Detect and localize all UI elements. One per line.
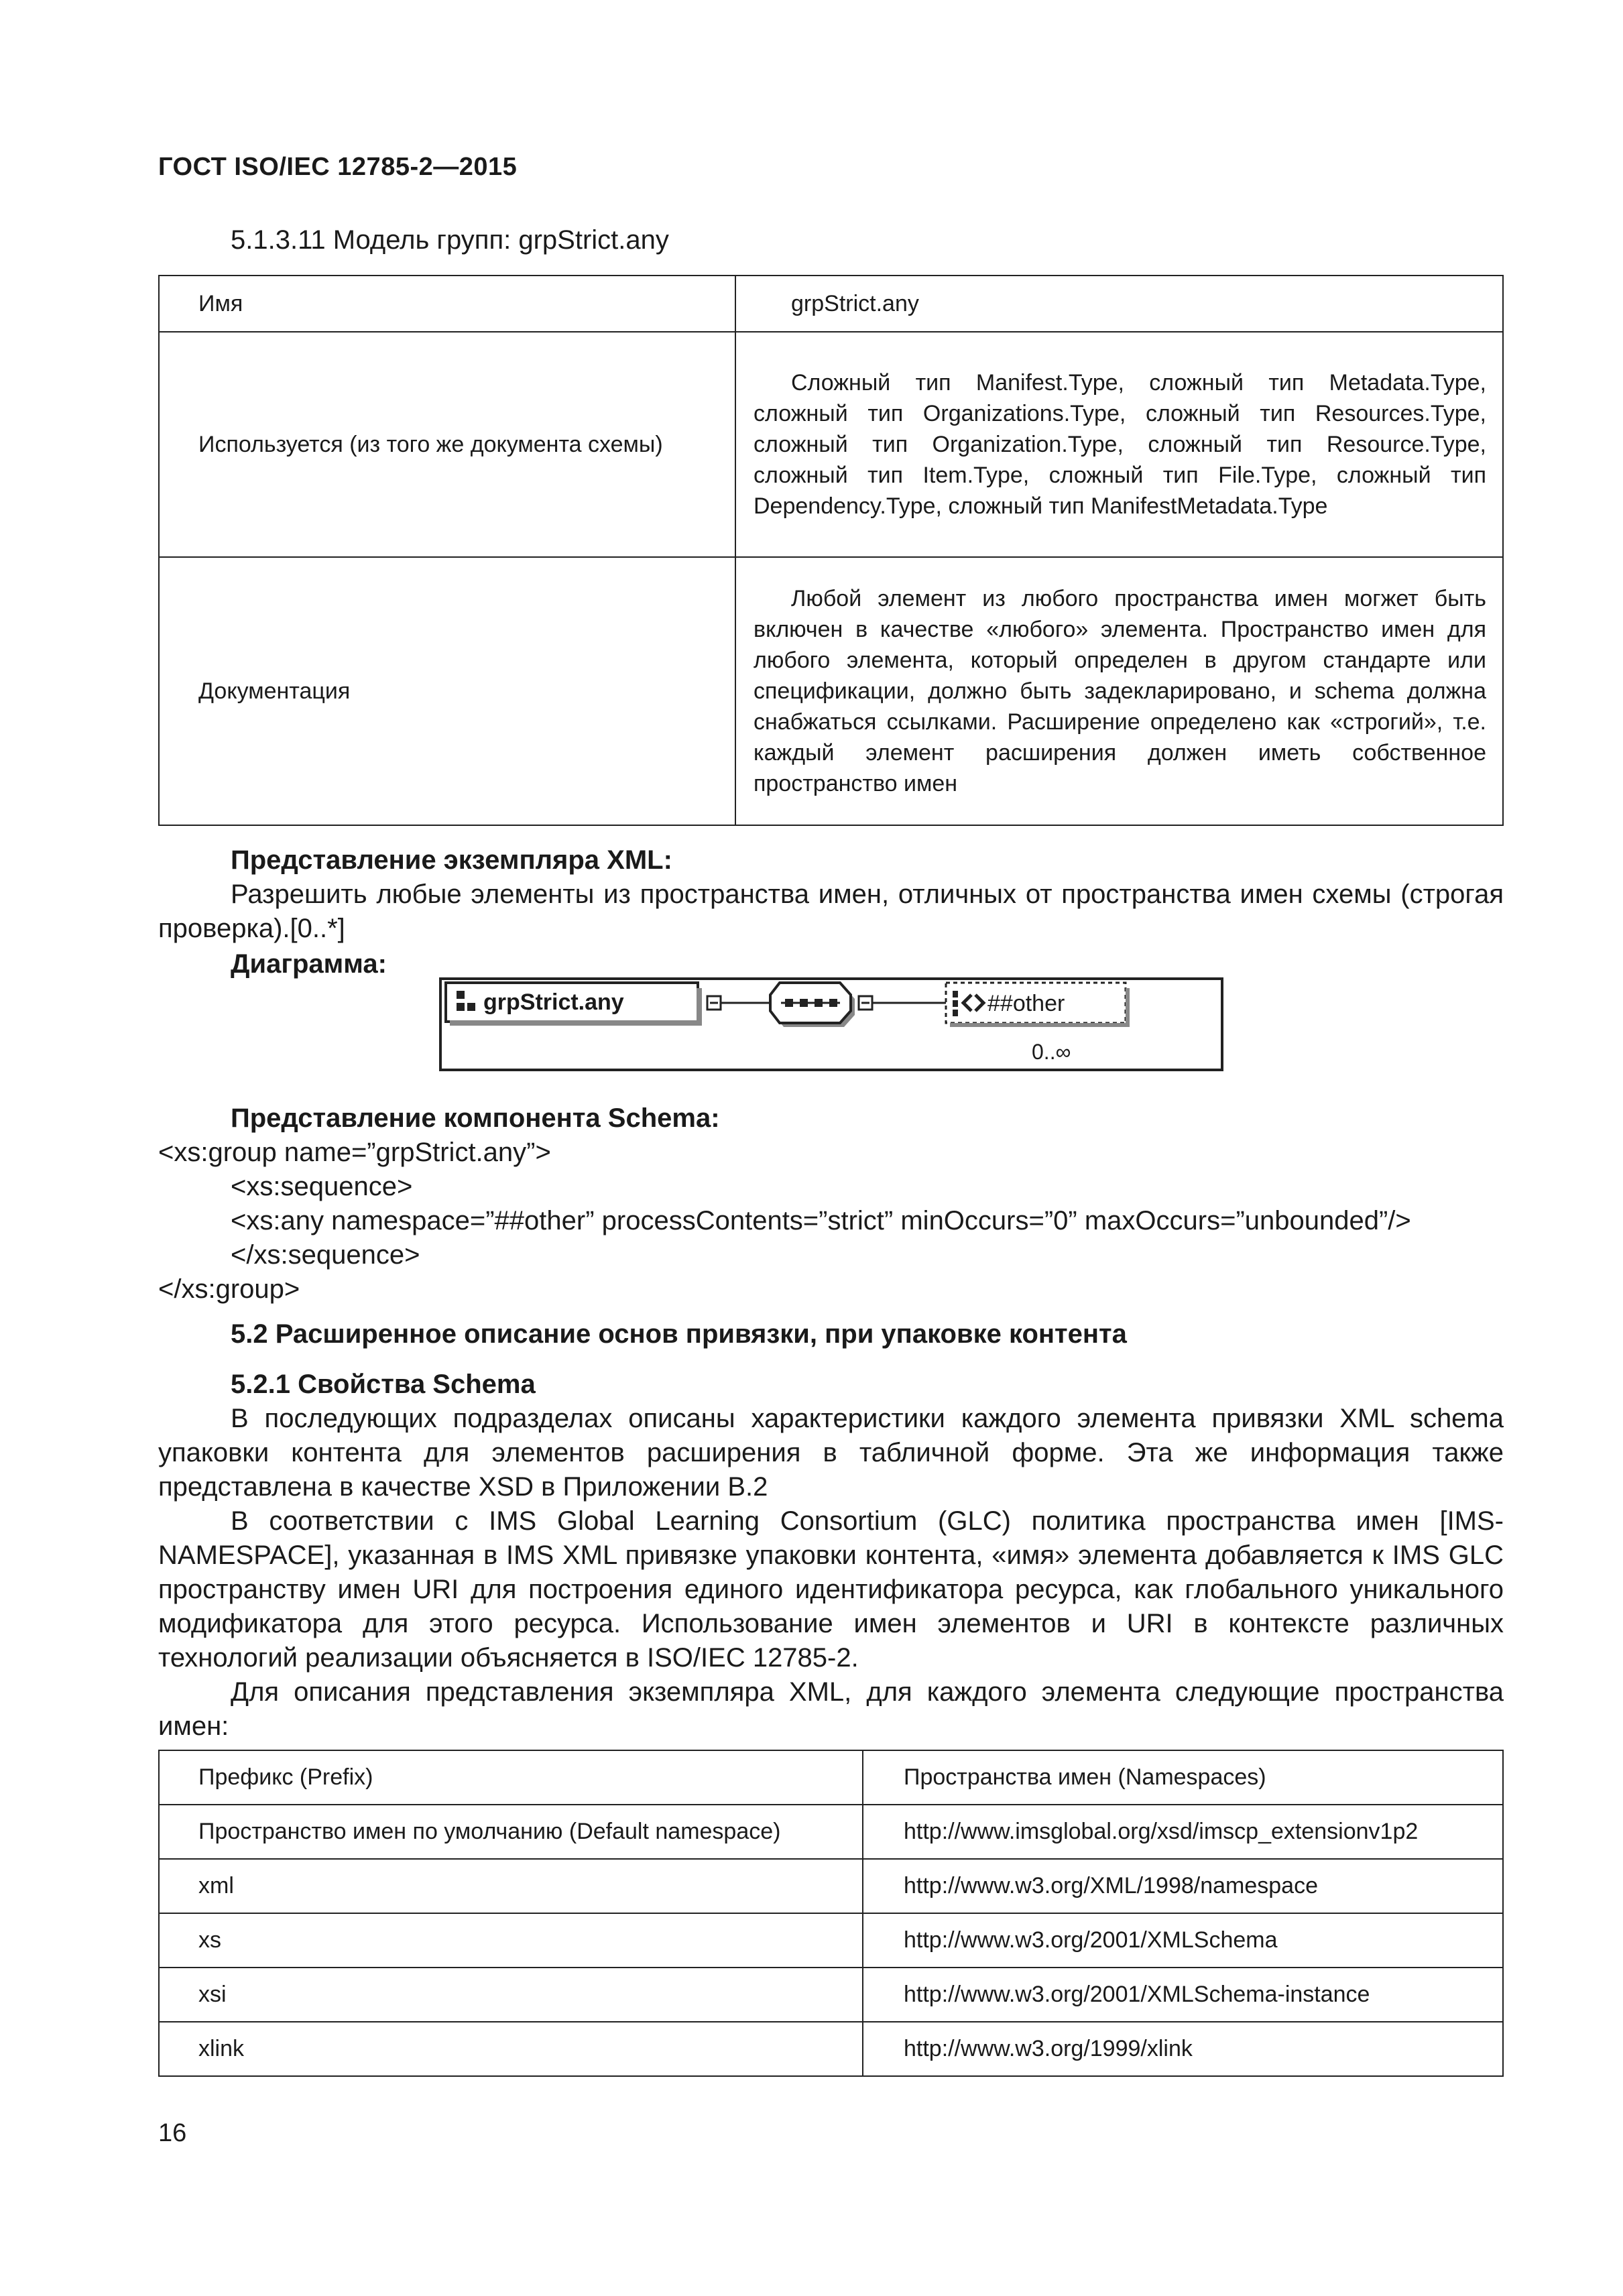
table-row	[159, 1913, 1503, 1968]
row-label: Документация	[159, 557, 735, 825]
occurrence-label: 0..∞	[1032, 1040, 1071, 1064]
namespace-cell: http://www.imsglobal.org/xsd/imscp_extensionv1p2	[863, 1805, 1503, 1859]
table-row	[159, 1805, 1503, 1859]
xml-heading: Представление экземпляра XML:	[231, 845, 672, 875]
row-value-text: Сложный тип Manifest.Type, сложный тип Metadata.Type, сложный тип Organizations.Type, сложный тип Resources.Type, сложный тип Organization.Type, сложный тип Resource.Type, сложный тип Item.Type, сложный тип File.Type, сложный тип Dependency.Type, сложный тип ManifestMetadata.Type	[754, 370, 1486, 519]
diagram-svg	[442, 980, 1221, 1069]
prefix-cell: xsi	[159, 1968, 863, 2022]
paragraph: Для описания представления экземпляра XML, для каждого элемента следующие пространства имен:	[158, 1677, 1504, 1741]
row-value	[735, 557, 1503, 825]
schema-line: <xs:sequence>	[231, 1172, 413, 1201]
diagram-heading: Диаграмма:	[231, 949, 387, 979]
table-row	[159, 1968, 1503, 2022]
prefix-cell: Пространство имен по умолчанию (Default namespace)	[159, 1805, 863, 1859]
row-value	[735, 332, 1503, 557]
column-header: Пространства имен (Namespaces)	[863, 1750, 1503, 1805]
namespace-cell: http://www.w3.org/2001/XMLSchema	[863, 1913, 1503, 1968]
paragraph: В соответствии с IMS Global Learning Consortium (GLC) политика пространства имен [IMS-NAMESPACE], указанная в IMS XML привязке упаковки контента, «имя» элемента добавляется к IMS GLC пространству имен URI для построения единого идентификатора ресурса, как глобального уникального модификатора для этого ресурса. Использование имен элементов и URI в контексте различных технологий реализации объясняется в ISO/IEC 12785-2.	[158, 1506, 1504, 1673]
properties-table	[158, 275, 1504, 826]
document-header: ГОСТ ISO/IEC 12785-2—2015	[158, 153, 518, 181]
table-row	[159, 2022, 1503, 2076]
section-heading-5-1-3-11: 5.1.3.11 Модель групп: grpStrict.any	[231, 225, 669, 255]
page-number: 16	[158, 2119, 187, 2147]
section-heading-5-2-1: 5.2.1 Свойства Schema	[231, 1370, 536, 1399]
schema-line: <xs:any namespace=”##other” processContents=”strict” minOccurs=”0” maxOccurs=”unbounded”/>	[231, 1206, 1411, 1235]
row-label: Используется (из того же документа схемы)	[159, 332, 735, 557]
prefix-cell: xs	[159, 1913, 863, 1968]
paragraph: В последующих подразделах описаны характеристики каждого элемента привязки XML schema упаковки контента для элементов расширения в табличной форме. Эта же информация также представлена в качестве XSD в Приложении В.2	[158, 1404, 1504, 1502]
schema-heading: Представление компонента Schema:	[231, 1103, 720, 1133]
column-header: Префикс (Prefix)	[159, 1750, 863, 1805]
schema-line: <xs:group name=”grpStrict.any”>	[158, 1138, 551, 1167]
table-row	[159, 276, 1503, 332]
section-heading-5-2: 5.2 Расширенное описание основ привязки, при упаковке контента	[231, 1319, 1127, 1349]
table-header-row	[159, 1750, 1503, 1805]
namespace-cell: http://www.w3.org/1999/xlink	[863, 2022, 1503, 2076]
namespaces-table	[158, 1750, 1504, 2077]
table-row	[159, 1859, 1503, 1913]
schema-line: </xs:group>	[158, 1274, 300, 1304]
schema-diagram	[439, 977, 1223, 1071]
row-value: grpStrict.any	[735, 276, 1503, 332]
any-namespace: ##other	[987, 991, 1065, 1016]
table-row	[159, 557, 1503, 825]
xml-text: Разрешить любые элементы из пространства имен, отличных от пространства имен схемы (строгая проверка).[0..*]	[158, 880, 1504, 943]
row-label: Имя	[159, 276, 735, 332]
group-name: grpStrict.any	[483, 989, 624, 1015]
schema-line: </xs:sequence>	[231, 1240, 420, 1270]
row-value-text: Любой элемент из любого пространства имен могжет быть включен в качестве «любого» элемента. Пространство имен для любого элемента, который определен в другом стандарте или спецификации, должно быть задекларировано, и schema должна снабжаться ссылками. Расширение определено как «строгий», т.е. каждый элемент расширения должен иметь собственное пространство имен	[754, 586, 1486, 796]
prefix-cell: xml	[159, 1859, 863, 1913]
namespace-cell: http://www.w3.org/XML/1998/namespace	[863, 1859, 1503, 1913]
prefix-cell: xlink	[159, 2022, 863, 2076]
table-row	[159, 332, 1503, 557]
namespace-cell: http://www.w3.org/2001/XMLSchema-instance	[863, 1968, 1503, 2022]
